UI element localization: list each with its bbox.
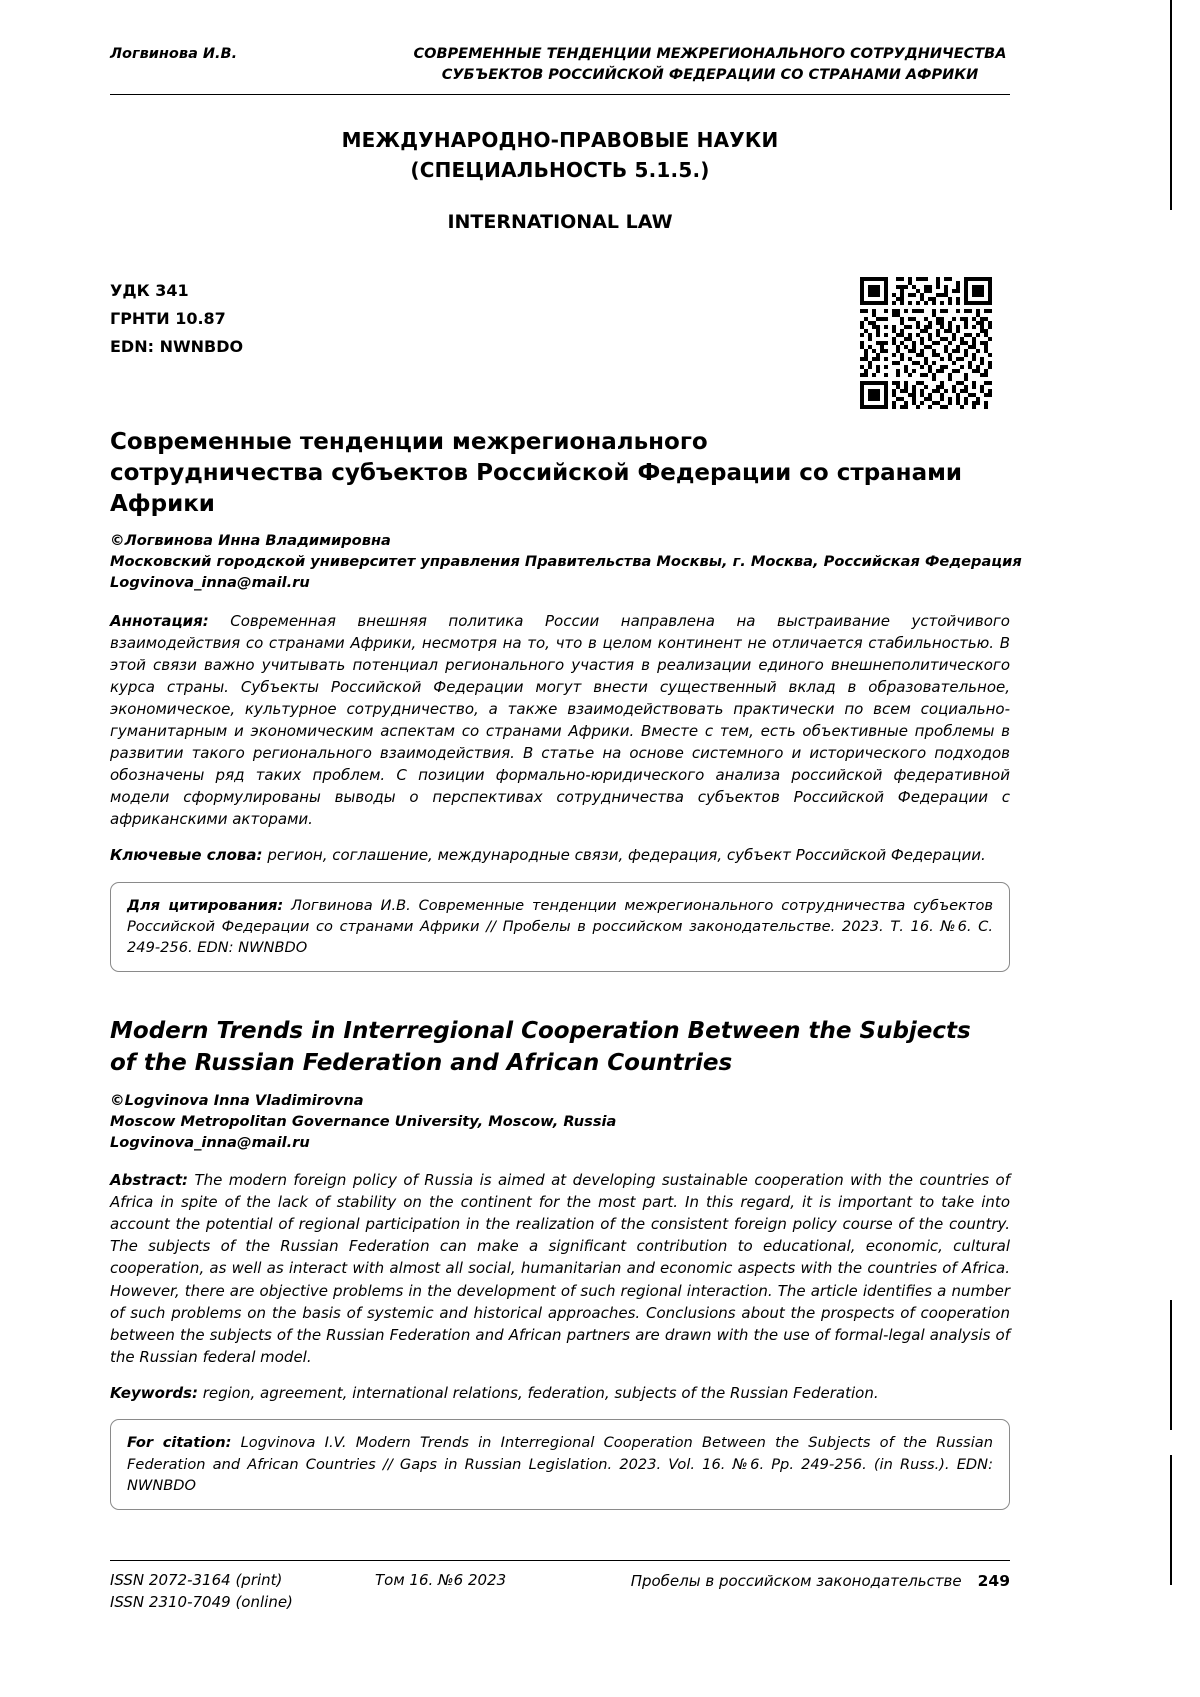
section-heading-ru — [110, 125, 1010, 185]
byline-ru — [110, 530, 1022, 593]
keywords-ru-label: Ключевые слова: — [110, 846, 263, 865]
keywords-ru-text: регион, соглашение, международные связи, федерация, субъект Российской Федерации. — [262, 846, 986, 865]
email-ru[interactable]: Logvinova_inna@mail.ru — [110, 574, 310, 592]
grnti-code: ГРНТИ 10.87 — [110, 309, 226, 329]
article-title-en-line2: of the Russian Federation and African Countries — [110, 1050, 733, 1077]
article-title-en — [110, 1016, 1010, 1079]
affiliation-en: Moscow Metropolitan Governance University, Moscow, Russia — [110, 1112, 617, 1130]
article-title-en-line1: Modern Trends in Interregional Cooperation Between the Subjects — [110, 1018, 971, 1045]
crop-mark-bottom — [1170, 1455, 1172, 1585]
keywords-en-label: Keywords: — [110, 1383, 198, 1402]
header-divider — [110, 94, 1010, 95]
edn-code: EDN: NWNBDO — [110, 337, 244, 357]
running-head-title-line1: СОВРЕМЕННЫЕ ТЕНДЕНЦИИ МЕЖРЕГИОНАЛЬНОГО СОТРУДНИЧЕСТВА — [413, 46, 1007, 62]
crop-mark-middle — [1170, 1300, 1172, 1430]
running-head — [110, 0, 1010, 86]
journal-name — [625, 1570, 1010, 1593]
citation-ru-label: Для цитирования: — [127, 896, 284, 914]
crop-mark-top — [1170, 0, 1172, 210]
section-heading-ru-line1: МЕЖДУНАРОДНО-ПРАВОВЫЕ НАУКИ — [341, 128, 779, 153]
keywords-en — [110, 1383, 1010, 1405]
running-head-title-line2: СУБЪЕКТОВ РОССИЙСКОЙ ФЕДЕРАЦИИ СО СТРАНАМИ АФРИКИ — [441, 67, 979, 84]
citation-box-en — [110, 1419, 1010, 1509]
page-footer — [110, 1560, 1010, 1614]
page-number: 249 — [977, 1572, 1010, 1590]
affiliation-ru: Московский городской университет управления Правительства Москвы, г. Москва, Российская Федерация — [110, 553, 1022, 571]
email-en[interactable]: Logvinova_inna@mail.ru — [110, 1134, 310, 1152]
citation-en-label: For citation: — [127, 1434, 232, 1452]
citation-en-text: Logvinova I.V. Modern Trends in Interregional Cooperation Between the Subjects of the Russian Federation and African Countries // Gaps in Russian Legislation. 2023. Vol. 16. №6. Pp. 249-256. (in Russ.). EDN: NWNBDO — [127, 1434, 993, 1494]
abstract-en-label: Abstract: — [110, 1171, 189, 1190]
codes-row — [110, 277, 1010, 409]
citation-box-ru — [110, 882, 1010, 972]
author-en: ©Logvinova Inna Vladimirovna — [110, 1091, 364, 1109]
keywords-en-text: region, agreement, international relations, federation, subjects of the Russian Federation. — [197, 1383, 879, 1402]
abstract-ru — [110, 610, 1010, 830]
volume-info: Том 16. №6 2023 — [375, 1571, 507, 1589]
abstract-ru-label: Аннотация: — [110, 611, 209, 630]
journal-name-text: Пробелы в российском законодательстве — [630, 1572, 962, 1590]
section-heading-ru-line2: (СПЕЦИАЛЬНОСТЬ 5.1.5.) — [410, 158, 710, 183]
abstract-en-text: The modern foreign policy of Russia is aimed at developing sustainable cooperation with the countries of Africa in spite of the lack of stability on the continent for the most part. In this regard, it is important to take into account the potential of regional participation in the realization of the consistent foreign policy course of the country. The subjects of the Russian Federation can make a significant contribution to educational, economic, cultural cooperation, as well as interact with almost all social, humanitarian and economic aspects with the countries of Africa. However, there are objective problems in the development of such regional interaction. The article identifies a number of such problems on the basis of systemic and historical approaches. Conclusions about the prospects of cooperation between the subjects of the Russian Federation and African partners are drawn with the use of formal-legal analysis of the Russian federal model. — [110, 1171, 1010, 1366]
citation-ru-text: Логвинова И.В. Современные тенденции межрегионального сотрудничества субъектов Российской Федерации со странами Африки // Пробелы в российском законодательстве. 2023. Т. 16. №6. С. 249-256. EDN: NWNBDO — [127, 896, 993, 957]
abstract-ru-text: Современная внешняя политика России направлена на выстраивание устойчивого взаимодействия со странами Африки, несмотря на то, что в целом континент не отличается стабильностью. В этой связи важно учитывать потенциал регионального участия в реализации единого внешнеполитического курса страны. Субъекты Российской Федерации могут внести существенный вклад в образовательное, экономическое, культурное сотрудничество, а также взаимодействовать практически по всем социально-гуманитарным и экономическим аспектам со странами Африки. Вместе с тем, есть объективные проблемы в развитии такого регионального взаимодействия. В статье на основе системного и исторического подходов обозначены ряд таких проблем. С позиции формально-юридического анализа российской федеративной модели сформулированы выводы о перспективах сотрудничества субъектов Российской Федерации с африканскими акторами. — [110, 611, 1010, 829]
page-content — [110, 0, 1022, 1510]
article-title-ru-line1: Современные тенденции межрегионального — [110, 429, 708, 456]
qr-code-icon — [860, 277, 992, 409]
footer-row — [110, 1561, 1010, 1614]
abstract-en — [110, 1169, 1010, 1367]
byline-en — [110, 1090, 1010, 1153]
running-head-title — [410, 44, 1010, 86]
article-title-ru — [110, 427, 1010, 520]
classification-codes — [110, 277, 243, 361]
article-title-ru-line2: сотрудничества субъектов Российской Федерации со странами Африки — [110, 460, 963, 518]
udk-code: УДК 341 — [110, 281, 189, 301]
running-head-author: Логвинова И.В. — [110, 46, 238, 62]
keywords-ru — [110, 845, 1010, 867]
issn-print: ISSN 2072-3164 (print) — [110, 1571, 283, 1589]
section-heading-en: INTERNATIONAL LAW — [447, 211, 673, 234]
author-ru: ©Логвинова Инна Владимировна — [110, 532, 391, 550]
issn-block — [110, 1570, 375, 1614]
issn-online: ISSN 2310-7049 (online) — [110, 1592, 293, 1611]
